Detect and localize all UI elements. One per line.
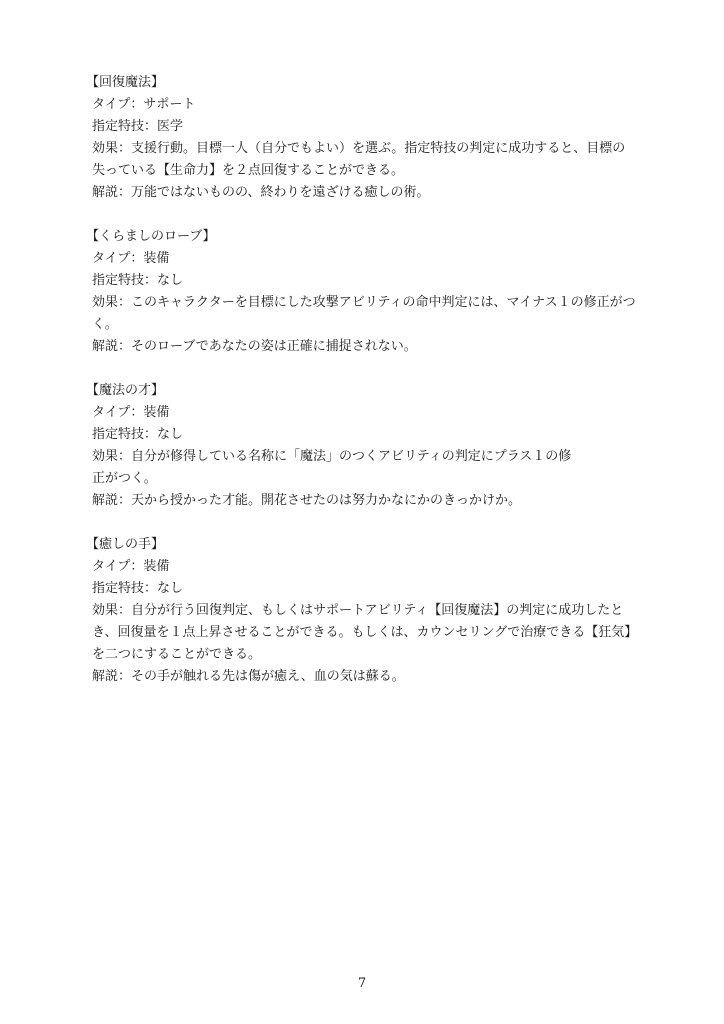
section-skill: 指定特技：医学 [92,119,184,134]
section-skill: 指定特技：なし [92,427,184,442]
section-healing-hand [86,534,637,688]
section-title: 【癒しの手】 [86,537,165,552]
section-effect-line-2: 正がつく。 [92,471,157,486]
section-dazzle-robe [86,226,637,358]
section-magic-talent [86,380,637,512]
section-type: タイプ：装備 [92,559,170,574]
section-description: 解説：天から授かった才能。開花させたのは努力かなにかのきっかけか。 [92,493,522,508]
section-type: タイプ：サポート [92,97,196,112]
section-title: 【くらましのローブ】 [86,229,216,244]
section-type: タイプ：装備 [92,251,170,266]
section-skill: 指定特技：なし [92,581,184,596]
section-description: 解説：そのローブであなたの姿は正確に捕捉されない。 [92,339,417,354]
section-description: 解説：その手が触れる先は傷が癒え、血の気は蘇る。 [92,669,405,684]
section-effect: 効果：自分が行う回復判定、もしくはサポートアビリティ【回復魔法】の判定に成功したとき、回復量を１点上昇させることができる。もしくは、カウンセリングで治療できる【狂気】を二つにすることができる。 [92,603,631,662]
section-effect-line-1: 効果：自分が修得している名称に「魔法」のつくアビリティの判定にプラス１の修 [92,449,572,464]
section-recovery-magic [86,72,637,204]
section-title: 【魔法の才】 [86,383,165,398]
section-effect: 効果：支援行動。目標一人（自分でもよい）を選ぶ。指定特技の判定に成功すると、目標の失っている【生命力】を２点回復することができる。 [92,141,626,178]
page-number: 7 [357,976,367,991]
section-skill: 指定特技：なし [92,273,184,288]
section-description: 解説：万能ではないものの、終わりを遠ざける癒しの術。 [92,185,430,200]
section-effect: 効果：このキャラクターを目標にした攻撃アビリティの命中判定には、マイナス１の修正がつく。 [92,295,636,332]
document-body [86,72,637,710]
section-title: 【回復魔法】 [86,75,165,90]
section-type: タイプ：装備 [92,405,170,420]
